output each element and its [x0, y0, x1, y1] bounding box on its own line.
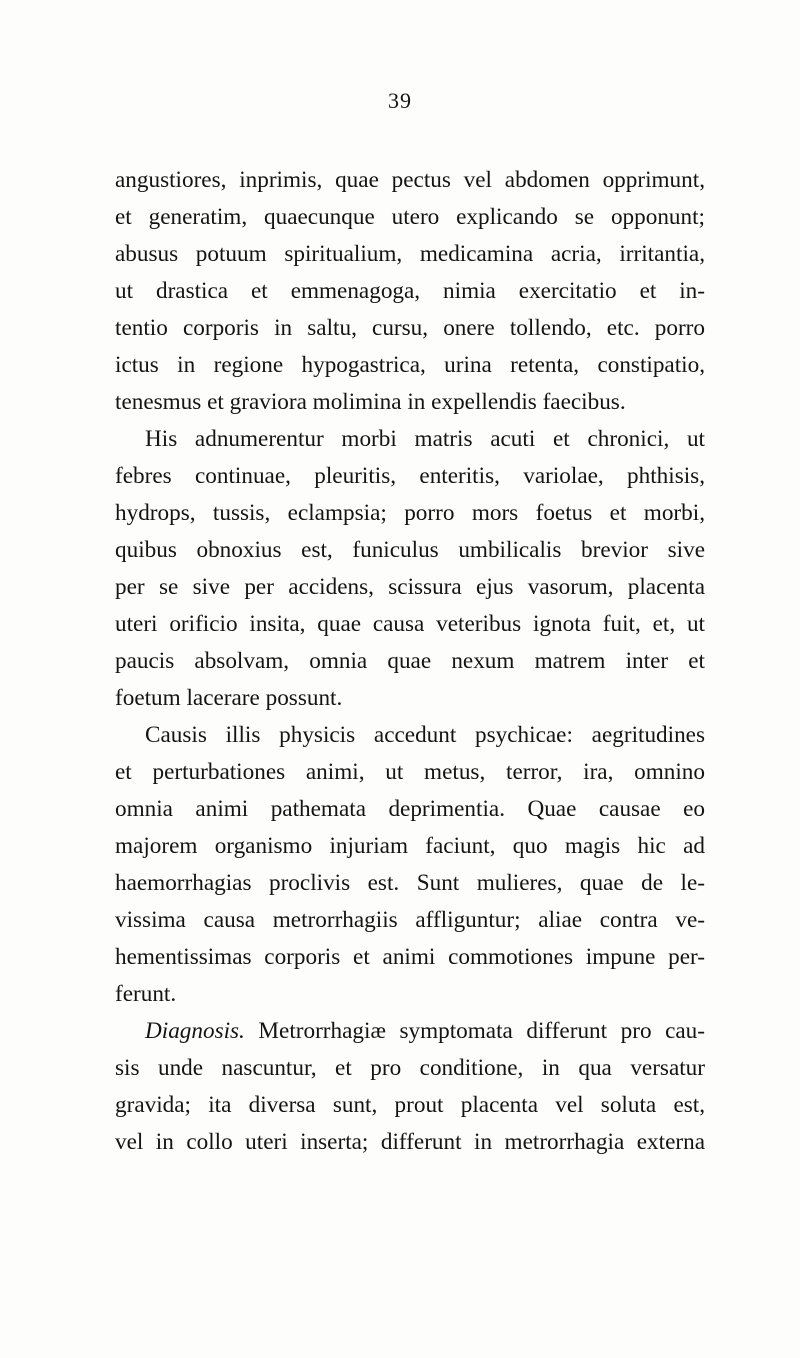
- text-line: hydrops, tussis, eclampsia; porro mors foetus et morbi,: [115, 500, 705, 526]
- text-line: paucis absolvam, omnia quae nexum matrem inter et: [115, 648, 705, 674]
- text-line: vissima causa metrorrhagiis affliguntur; aliae contra ve-: [115, 907, 705, 933]
- text-line: Causis illis physicis accedunt psychicae: aegritudines: [145, 722, 705, 748]
- text-line-rest: Metrorrhagiæ symptomata differunt pro cau-: [258, 1018, 705, 1044]
- text-line: omnia animi pathemata deprimentia. Quae causae eo: [115, 796, 705, 822]
- text-line: gravida; ita diversa sunt, prout placenta vel soluta est,: [115, 1092, 705, 1118]
- text-line: quibus obnoxius est, funiculus umbilicalis brevior sive: [115, 537, 705, 563]
- text-line: tentio corporis in saltu, cursu, onere tollendo, etc. porro: [115, 315, 705, 341]
- text-line: ictus in regione hypogastrica, urina retenta, constipatio,: [115, 352, 705, 378]
- text-line: His adnumerentur morbi matris acuti et chronici, ut: [145, 426, 705, 452]
- text-line: abusus potuum spiritualium, medicamina acria, irritantia,: [115, 241, 705, 267]
- text-line: uteri orificio insita, quae causa veteribus ignota fuit, et, ut: [115, 611, 705, 637]
- text-line: et perturbationes animi, ut metus, terror, ira, omnino: [115, 759, 705, 785]
- text-line: [115, 1013, 705, 1050]
- text-line: vel in collo uteri inserta; differunt in metrorrhagia externa: [115, 1129, 705, 1155]
- text-line: angustiores, inprimis, quae pectus vel abdomen opprimunt,: [115, 167, 705, 193]
- text-line: haemorrhagias proclivis est. Sunt mulieres, quae de le-: [115, 870, 705, 896]
- text-line: foetum lacerare possunt.: [115, 685, 343, 711]
- text-line: hementissimas corporis et animi commotiones impune per-: [115, 944, 705, 970]
- text-line: sis unde nascuntur, et pro conditione, in qua versatur: [115, 1055, 705, 1081]
- diagnosis-heading: Diagnosis.: [145, 1018, 245, 1044]
- text-line: ut drastica et emmenagoga, nimia exercitatio et in-: [115, 278, 705, 304]
- text-line: majorem organismo injuriam faciunt, quo magis hic ad: [115, 833, 705, 859]
- text-line: et generatim, quaecunque utero explicando se opponunt;: [115, 204, 705, 230]
- text-line: ferunt.: [115, 981, 177, 1007]
- body-text: [115, 162, 705, 1161]
- text-line: tenesmus et graviora molimina in expellendis faecibus.: [115, 389, 626, 415]
- page-number: 39: [388, 88, 412, 113]
- text-line: febres continuae, pleuritis, enteritis, variolae, phthisis,: [115, 463, 705, 489]
- text-line: per se sive per accidens, scissura ejus vasorum, placenta: [115, 574, 705, 600]
